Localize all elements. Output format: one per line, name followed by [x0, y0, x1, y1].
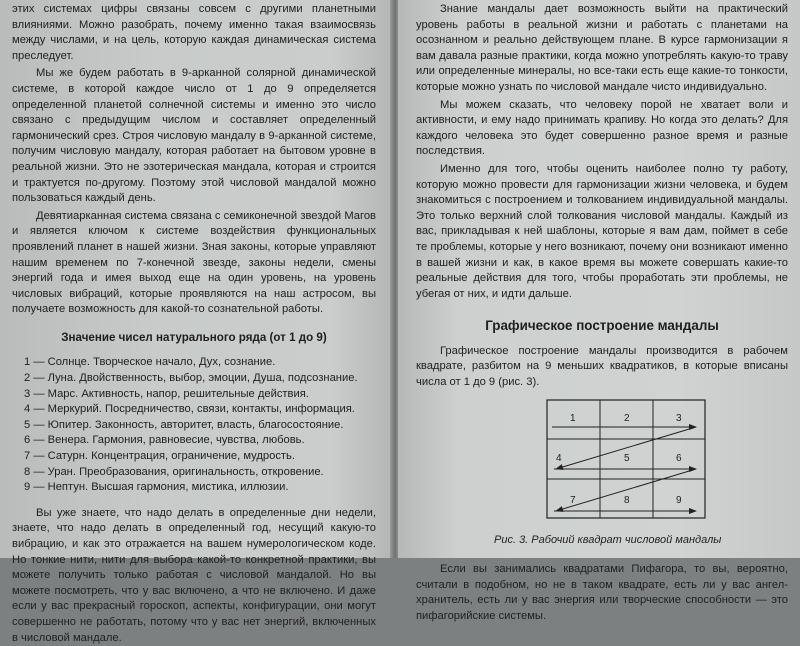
left-paragraph-3: Девятиарканная система связана с семиконечной звездой Магов и является ключом к системе воздействия функциональных проявлений планет в нашей жизни. Зная законы, которые управляют нашим временем по 7-конечной звезде, законы недели, смены энергий года и имея выход еще на один уровень, на уровень числовых вибраций, которые проявляются на наш астросом, вы получаете возможность для какой-то сознательной работы. [12, 209, 376, 316]
right-paragraph-2: Мы можем сказать, что человеку порой не хватает воли и активности, и ему надо принимать крапиву. Но когда это делать? Для каждого человека это будет совершенно разное время и разные последствия. [416, 98, 788, 158]
numbers-meaning-heading: Значение чисел натурального ряда (от 1 до 9) [61, 330, 327, 344]
right-paragraph-3: Именно для того, чтобы оценить наиболее полно ту работу, которую можно провести для гармонизации жизни человека, и будем знакомиться с построением и толкованием индивидуальной мандалы. Это только верхний слой толкования числовой мандалы. Каждый из вас, прикладывая к ней шаблоны, которые я вам дам, поймет в себе те проблемы, которые у него возникают, почему они возникают именно в вашей жизни и как, в какое время вы можете совершать какие-то реальные действия для того, чтобы проработать эти проблемы, не убегая от них, и идти дальше. [416, 162, 788, 300]
right-paragraph-1: Знание мандалы дает возможность выйти на практический уровень работы в реальной жизни и работать с планетами на осознанном и реально действующем плане. В курсе гармонизации я вам давала разные практики, когда можно употреблять какую-то траву или определенные минералы, но все-таки есть еще какие-то тонкости, которые можно узнать по числовой мандале чисто индивидуально. [416, 3, 788, 93]
right-paragraph-4: Графическое построение мандалы производится в рабочем квадрате, разбитом на 9 меньших квадратиков, в которые вписаны числа от 1 до 9 (рис. 3). [416, 344, 788, 389]
grid-number: 4 [556, 452, 562, 464]
list-item: 9 — Нептун. Высшая гармония, мистика, иллюзии. [24, 481, 289, 494]
grid-number: 3 [676, 412, 682, 424]
mandala-grid-figure [546, 399, 706, 519]
right-page [398, 0, 800, 623]
left-paragraph-2: Мы же будем работать в 9-арканной солярной динамической системе, в которой каждое число от 1 до 9 определяется определенной планетой солнечной системы и именно это число связано с предыдущим числом и составляет определенный гармонический срез. Строя числовую мандалу в 9-арканной системе, получим числовую мандалу, которая работает на бытовом уровне в реальной жизни. Это не эзотерическая мандала, которая и строится и трактуется по-другому. Поэтому этой числовой мандалой можно пользоваться каждый день. [12, 67, 376, 205]
grid-number: 2 [624, 412, 630, 424]
mandala-heading: Графическое построение мандалы [485, 318, 719, 334]
grid-number: 6 [676, 452, 682, 464]
list-item: 6 — Венера. Гармония, равновесие, чувства, любовь. [24, 434, 305, 447]
left-paragraph-1: этих системах цифры связаны совсем с другими планетными влияниями. Можно разобрать, почему именно такая взаимосвязь между числами, и на цель, которую каждая динамическая система преследует. [12, 3, 376, 62]
grid-number: 5 [624, 452, 630, 464]
left-page [0, 0, 392, 644]
list-item: 5 — Юпитер. Законность, авторитет, власть, благосостояние. [24, 418, 344, 431]
list-item: 3 — Марс. Активность, напор, решительные действия. [24, 387, 309, 400]
list-item: 8 — Уран. Преобразования, оригинальность, откровение. [24, 465, 324, 478]
grid-number: 7 [570, 494, 576, 506]
figure-caption: Рис. 3. Рабочий квадрат числовой мандалы [494, 533, 722, 546]
list-item: 4 — Меркурий. Посредничество, связи, контакты, информация. [24, 403, 355, 416]
grid-number: 1 [570, 412, 576, 424]
left-paragraph-4: Вы уже знаете, что надо делать в определенные дни недели, знаете, что надо делать в определенный год, несущий какую-то вибрацию, и как это отражается на вашем нумерологическом коде. Но тонкие нити, нити для выбора какой-то конкретной практики, вы можете получить только работая с числовой мандалой. Но вы можете посмотреть, что у вас включено, а что не включено. И даже если у вас прекрасный гороскоп, аспекты, конфигурации, они могут совершенно не работать, потому что у вас нет энергий, включенных в числовой мандале. [12, 506, 376, 644]
right-paragraph-5: Если вы занимались квадратами Пифагора, то вы, вероятно, считали в подобном, но не в таком квадрате, есть ли у вас ангел-хранитель, есть ли у вас энергия или творческие способности — это пифагорийские системы. [416, 563, 788, 623]
grid-number: 9 [676, 494, 682, 506]
numbers-list [24, 355, 376, 495]
grid-number: 8 [624, 494, 630, 506]
list-item: 2 — Луна. Двойственность, выбор, эмоции, Душа, подсознание. [24, 372, 358, 385]
list-item: 1 — Солнце. Творческое начало, Дух, сознание. [24, 356, 276, 369]
list-item: 7 — Сатурн. Концентрация, ограничение, мудрость. [24, 450, 295, 463]
